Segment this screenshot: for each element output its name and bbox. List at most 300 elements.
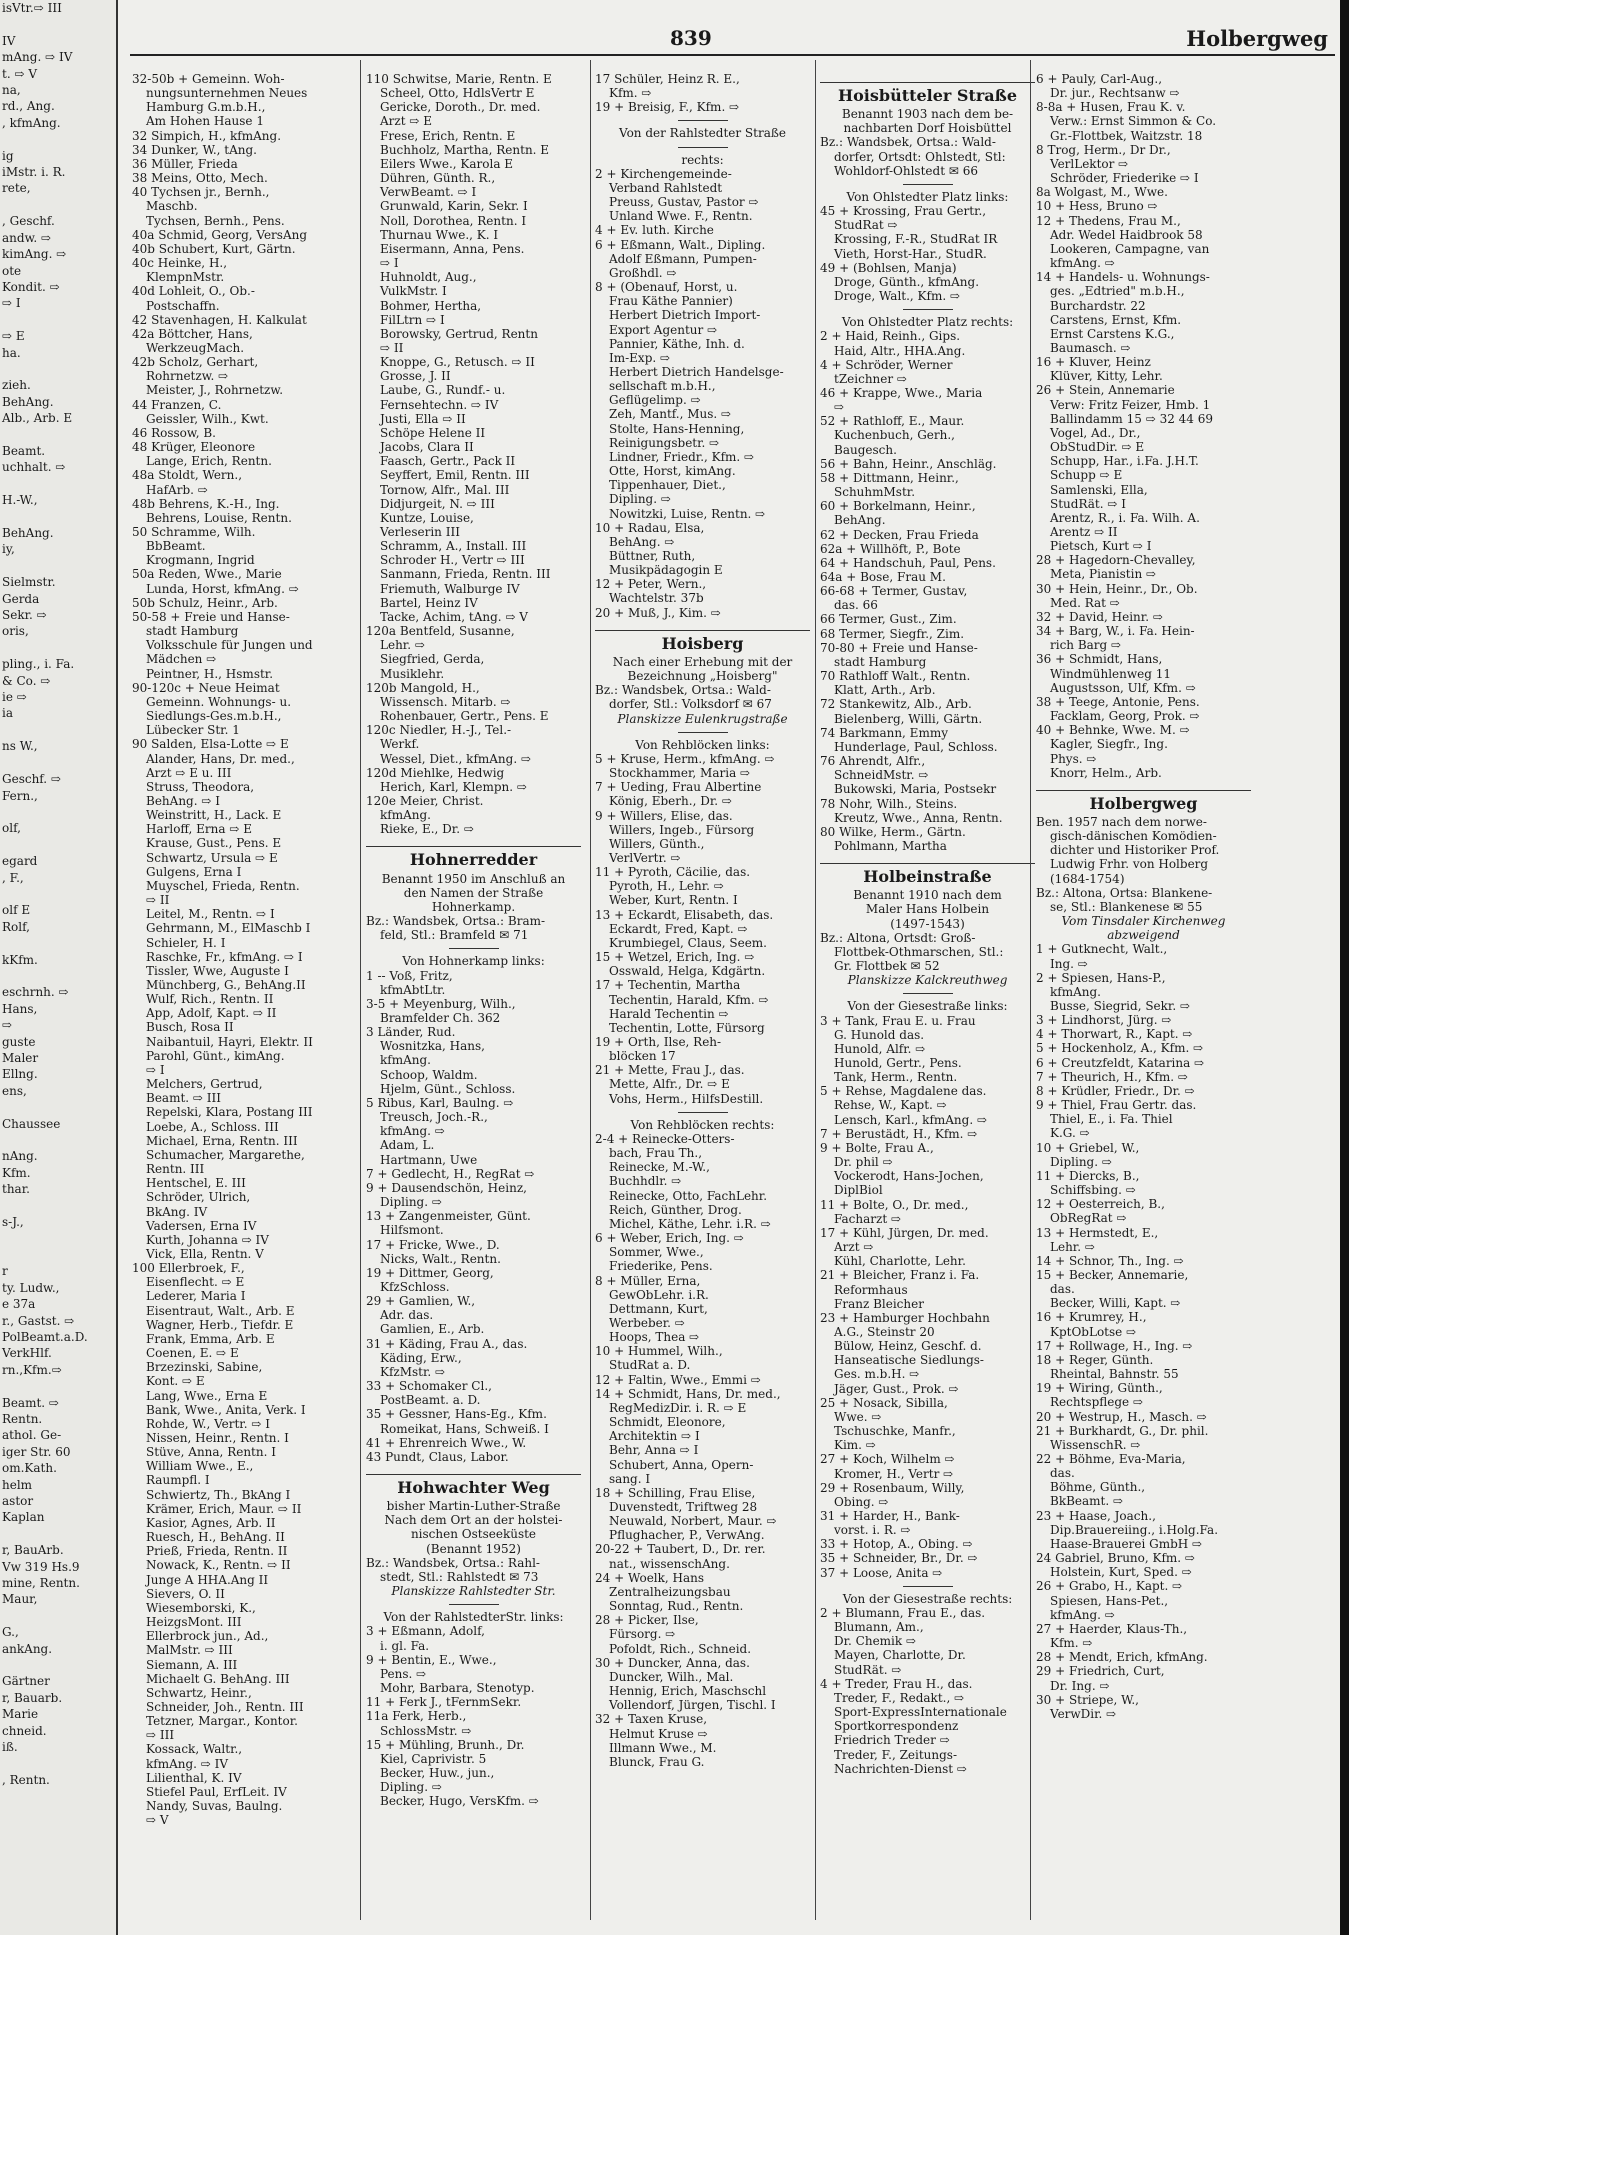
page-header [130, 26, 1340, 56]
entry-continuation: Bohmer, Hertha, [380, 298, 482, 313]
entry-continuation: Lange, Erich, Rentn. [146, 454, 272, 469]
bleed-line [0, 476, 116, 492]
entry-continuation: Pietsch, Kurt ⇨ I [1050, 539, 1152, 554]
entry-continuation: Bielenberg, Willi, Gärtn. [834, 711, 983, 726]
entry-line: 3 + Tank, Frau E. u. Frau [820, 1013, 976, 1028]
entry-continuation: Adolf Eßmann, Pumpen- [609, 251, 757, 266]
street-note: Benannt 1903 nach dem be- [841, 107, 1014, 122]
bleed-line: H.-W., [2, 493, 38, 508]
entry-continuation: Herbert Dietrich Import- [609, 308, 761, 323]
entry-continuation: Dr. Ing. ⇨ [1050, 1678, 1110, 1693]
entry-continuation: Sport-ExpressInternationale [834, 1705, 1007, 1720]
entry-line: 23 + Hamburger Hochbahn [820, 1310, 990, 1325]
entry-line: 17 + Techentin, Martha [595, 978, 741, 993]
entry-line: Ben. 1957 nach dem norwe- [1036, 814, 1207, 829]
bleed-line: Chaussee [2, 1116, 61, 1131]
street-heading: Hohwachter Weg [366, 1474, 581, 1495]
entry-continuation: Friederike, Pens. [609, 1259, 713, 1274]
bleed-line: G., [2, 1625, 19, 1640]
entry-continuation: rich Barg ⇨ [1050, 638, 1122, 653]
entry-continuation: Preuss, Gustav, Pastor ⇨ [609, 195, 759, 210]
entry-continuation: Brzezinski, Sabine, [146, 1360, 263, 1375]
entry-continuation: Ernst Carstens K.G., [1050, 326, 1175, 341]
entry-line: 40a Schmid, Georg, VersAng [132, 227, 308, 242]
entry-line: 5 Ribus, Karl, Baulng. ⇨ [366, 1095, 514, 1110]
entry-continuation: Am Hohen Hause 1 [146, 114, 264, 129]
entry-line: 18 + Schilling, Frau Elise, [595, 1485, 756, 1500]
entry-continuation: Holstein, Kurt, Sped. ⇨ [1050, 1565, 1192, 1580]
entry-continuation: Eilers Wwe., Karola E [380, 156, 514, 171]
entry-continuation: Grosse, J. II [380, 369, 451, 384]
entry-continuation: das. [1050, 1282, 1075, 1297]
entry-continuation: Unland Wwe. F., Rentn. [609, 209, 753, 224]
left-page-bleed [0, 0, 118, 1935]
entry-continuation: Frank, Emma, Arb. E [146, 1331, 275, 1346]
entry-continuation: Treusch, Joch.-R., [380, 1110, 488, 1125]
entry-line: 76 Ahrendt, Alfr., [820, 754, 926, 769]
entry-continuation: ⇨ II [380, 340, 404, 355]
entry-line: 25 + Nosack, Sibilla, [820, 1395, 948, 1410]
entry-continuation: Muyschel, Frieda, Rentn. [146, 878, 300, 893]
bleed-line: olf, [2, 821, 21, 836]
entry-continuation: SchlossMstr. ⇨ [380, 1723, 472, 1738]
bleed-line: BehAng. [2, 394, 54, 409]
entry-continuation: ⇨ [834, 400, 845, 415]
entry-continuation: Facharzt ⇨ [834, 1211, 902, 1226]
entry-line: Bz.: Wandsbek, Ortsa.: Bram- [366, 914, 546, 929]
entry-line: Bz.: Wandsbek, Ortsa.: Wald- [595, 683, 771, 698]
header-rule [130, 54, 1335, 56]
bleed-line: rd., Ang. [2, 99, 55, 114]
entry-continuation: Lunda, Horst, kfmAng. ⇨ [146, 581, 299, 596]
entry-continuation: Droge, Walt., Kfm. ⇨ [834, 289, 961, 304]
entry-line: 22 + Böhme, Eva-Maria, [1036, 1452, 1186, 1466]
entry-continuation: Krumbiegel, Claus, Seem. [609, 935, 767, 950]
entry-continuation: Bartel, Heinz IV [380, 595, 478, 610]
entry-line: 33 + Hotop, A., Obing. ⇨ [820, 1537, 973, 1552]
bleed-line: athol. Ge- [2, 1428, 62, 1443]
entry-continuation: Buchhdlr. ⇨ [609, 1174, 682, 1189]
bleed-line [0, 361, 116, 377]
entry-continuation: Becker, Willi, Kapt. ⇨ [1050, 1296, 1181, 1311]
entry-continuation: Gehrmann, M., ElMaschb I [146, 921, 311, 936]
entry-continuation: Werkf. [380, 737, 420, 752]
street-note: Von der Rahlstedter Straße [619, 126, 786, 141]
entry-continuation: Verband Rahlstedt [609, 180, 723, 195]
entry-continuation: Blumann, Am., [834, 1620, 924, 1635]
entry-line: Bz.: Altona, Ortsa: Blankene- [1036, 885, 1213, 900]
entry-continuation: Siemann, A. III [146, 1657, 238, 1672]
entry-line: 56 + Bahn, Heinr., Anschläg. [820, 456, 997, 471]
bleed-line: iger Str. 60 [2, 1444, 71, 1459]
entry-continuation: Gericke, Doroth., Dr. med. [380, 100, 541, 115]
entry-continuation: Herbert Dietrich Handelsge- [609, 364, 784, 379]
entry-continuation: WerkzeugMach. [146, 340, 245, 355]
bleed-line [0, 427, 116, 443]
entry-continuation: Sportkorrespondenz [834, 1719, 959, 1734]
entry-continuation: Vick, Ella, Rentn. V [146, 1246, 264, 1261]
entry-continuation: Sommer, Wwe., [609, 1245, 704, 1260]
column-divider [1030, 60, 1031, 1920]
entry-continuation: Herich, Karl, Klempn. ⇨ [380, 779, 527, 794]
entry-continuation: PostBeamt. a. D. [380, 1393, 481, 1408]
bleed-line: Hans, [2, 1001, 38, 1016]
entry-line: 48a Stoldt, Wern., [132, 468, 243, 483]
entry-line: 3-5 + Meyenburg, Wilh., [366, 996, 516, 1011]
entry-continuation: Romeikat, Hans, Schweiß. I [380, 1421, 549, 1436]
entry-continuation: Ludwig Frhr. von Holberg [1050, 857, 1209, 872]
street-heading: Hoisberg [595, 630, 810, 651]
entry-continuation: Schramm, A., Install. III [380, 539, 527, 554]
bleed-line: egard [2, 854, 38, 869]
entry-continuation: KfzSchloss. [380, 1279, 450, 1294]
entry-continuation: kfmAng. ⇨ IV [146, 1756, 229, 1771]
entry-line: 7 + Berustädt, H., Kfm. ⇨ [820, 1126, 978, 1141]
entry-continuation: Vockerodt, Hans-Jochen, [834, 1169, 984, 1184]
entry-line: 4 + Schröder, Werner [820, 357, 953, 372]
section-separator [678, 120, 728, 121]
entry-continuation: Kont. ⇨ E [146, 1374, 205, 1389]
entry-continuation: Scheel, Otto, HdlsVertr E [380, 86, 535, 101]
entry-continuation: Kühl, Charlotte, Lehr. [834, 1254, 966, 1269]
entry-line: 17 Schüler, Heinz R. E., [595, 72, 740, 86]
bleed-line: zieh. [2, 378, 31, 393]
bleed-line: r, BauArb. [2, 1543, 64, 1558]
bleed-line: Sielmstr. [2, 575, 56, 590]
entry-continuation: Alander, Hans, Dr. med., [146, 751, 295, 766]
entry-continuation: VulkMstr. I [380, 284, 447, 299]
bleed-line: chneid. [2, 1723, 47, 1738]
bleed-line: ankAng. [2, 1641, 53, 1656]
entry-continuation: Schiffsbing. ⇨ [1050, 1183, 1136, 1198]
entry-continuation: Eisentraut, Walt., Arb. E [146, 1303, 295, 1318]
entry-continuation: StudRat ⇨ [834, 218, 898, 233]
entry-line: 36 Müller, Frieda [132, 156, 238, 171]
entry-line: 20 + Westrup, H., Masch. ⇨ [1036, 1409, 1207, 1424]
entry-continuation: Volksschule für Jungen und [146, 638, 313, 653]
entry-line: 20 + Muß, J., Kim. ⇨ [595, 605, 721, 620]
bleed-line [0, 886, 116, 902]
entry-continuation: Reich, Günther, Drog. [609, 1202, 742, 1217]
entry-line: 14 + Handels- u. Wohnungs- [1036, 270, 1210, 285]
entry-line: 19 + Orth, Ilse, Reh- [595, 1035, 722, 1049]
entry-line: 6 + Weber, Erich, Ing. ⇨ [595, 1231, 744, 1246]
entry-continuation: Naibantuil, Hayri, Elektr. II [146, 1034, 313, 1049]
entry-line: 5 + Rehse, Magdalene das. [820, 1084, 987, 1099]
entry-continuation: Augustsson, Ulf, Kfm. ⇨ [1050, 680, 1196, 695]
entry-line: 40c Heinke, H., [132, 256, 228, 271]
entry-continuation: Struss, Theodora, [146, 779, 255, 794]
entry-continuation: Kfm. ⇨ [1050, 1636, 1093, 1651]
street-note: den Namen der Straße [403, 885, 544, 900]
entry-continuation: nungsunternehmen Neues [146, 86, 308, 101]
bleed-line: Ellng. [2, 1067, 38, 1082]
bleed-line: , F., [2, 870, 24, 885]
entry-continuation: Beamt. ⇨ III [146, 1091, 221, 1106]
entry-continuation: Ges. m.b.H. ⇨ [834, 1367, 920, 1382]
entry-line: 6 + Eßmann, Walt., Dipling. [595, 237, 766, 252]
entry-line: 90 Salden, Elsa-Lotte ⇨ E [132, 737, 289, 752]
entry-continuation: Böhme, Günth., [1050, 1480, 1146, 1495]
entry-continuation: Behrens, Louise, Rentn. [146, 510, 292, 525]
entry-continuation: Verw.: Ernst Simmon & Co. [1050, 114, 1217, 129]
entry-continuation: Didjurgeit, N. ⇨ III [380, 496, 495, 511]
bleed-line [0, 935, 116, 951]
entry-continuation: Harloff, Erna ⇨ E [146, 822, 252, 837]
entry-continuation: kfmAng. ⇨ [380, 1124, 445, 1139]
entry-line: 32-50b + Gemeinn. Woh- [132, 72, 285, 86]
entry-continuation: Wiesemborski, K., [146, 1600, 256, 1615]
entry-continuation: Sanmann, Frieda, Rentn. III [380, 567, 551, 582]
bleed-line: r [2, 1264, 8, 1279]
entry-continuation: Repelski, Klara, Postang III [146, 1105, 313, 1120]
entry-continuation: ObStudDir. ⇨ E [1050, 440, 1145, 455]
bleed-line: ie ⇨ [2, 690, 27, 705]
entry-continuation: tZeichner ⇨ [834, 371, 907, 386]
column-divider [360, 60, 361, 1920]
entry-line: 15 + Becker, Annemarie, [1036, 1267, 1189, 1282]
entry-line: 17 + Fricke, Wwe., D. [366, 1237, 500, 1252]
entry-continuation: kfmAng. [380, 808, 431, 823]
entry-continuation: Sievers, O. II [146, 1586, 225, 1601]
entry-continuation: Jäger, Gust., Prok. ⇨ [834, 1381, 959, 1396]
section-separator [678, 732, 728, 733]
entry-line: 62 + Decken, Frau Frieda [820, 527, 979, 542]
entry-continuation: Haid, Altr., HHA.Ang. [834, 343, 966, 358]
entry-continuation: Buchholz, Martha, Rentn. E [380, 142, 550, 157]
entry-line: 120c Niedler, H.-J., Tel.- [366, 723, 512, 738]
entry-continuation: Dipling. ⇨ [609, 492, 671, 507]
column-divider [815, 60, 816, 1920]
entry-continuation: Spiesen, Hans-Pet., [1050, 1593, 1169, 1608]
entry-continuation: ⇨ II [146, 893, 170, 908]
entry-continuation: Frau Käthe Pannier) [609, 294, 733, 309]
entry-continuation: Rieke, E., Dr. ⇨ [380, 822, 474, 837]
entry-line: 8 Trog, Herm., Dr Dr., [1036, 142, 1171, 157]
entry-continuation: GewObLehr. i.R. [609, 1287, 709, 1302]
entry-continuation: Hunold, Gertr., Pens. [834, 1056, 962, 1070]
entry-continuation: Nandy, Suvas, Baulng. [146, 1799, 283, 1814]
entry-continuation: Adr. das. [380, 1308, 434, 1323]
bleed-line [0, 1378, 116, 1394]
entry-continuation: das. [1050, 1466, 1075, 1481]
entry-continuation: Großhdl. ⇨ [609, 265, 677, 280]
entry-line: 17 + Rollwage, H., Ing. ⇨ [1036, 1338, 1193, 1353]
entry-line: 30 + Striepe, W., [1036, 1692, 1139, 1707]
entry-line: 37 + Loose, Anita ⇨ [820, 1565, 943, 1580]
entry-line: 20-22 + Taubert, D., Dr. rer. [595, 1542, 766, 1557]
directory-column-2 [366, 72, 581, 1922]
entry-continuation: Kuntze, Louise, [380, 510, 474, 525]
bleed-line: kimAng. ⇨ [2, 247, 67, 262]
bleed-line: andw. ⇨ [2, 230, 52, 245]
entry-continuation: Reinecke, M.-W., [609, 1160, 710, 1175]
bleed-line: ens, [2, 1083, 27, 1098]
entry-continuation: se, Stl.: Blankenese ✉ 55 [1050, 899, 1203, 914]
entry-line: 2 + Haid, Reinh., Gips. [820, 329, 961, 344]
entry-continuation: Kiel, Caprivistr. 5 [380, 1751, 487, 1766]
entry-continuation: Burchardstr. 22 [1050, 298, 1146, 313]
entry-line: 26 + Grabo, H., Kapt. ⇨ [1036, 1579, 1183, 1594]
directory-column-3 [595, 72, 810, 1922]
entry-line: 5 + Kruse, Herm., kfmAng. ⇨ [595, 751, 775, 766]
entry-line: 16 + Kluver, Heinz [1036, 355, 1151, 370]
entry-continuation: Hennig, Erich, Maschschl [609, 1684, 767, 1699]
street-note: Benannt 1910 nach dem [853, 888, 1002, 903]
entry-continuation: vorst. i. R. ⇨ [834, 1523, 911, 1538]
entry-line: 1 + Gutknecht, Walt., [1036, 942, 1168, 957]
entry-continuation: ⇨ I [380, 256, 399, 271]
street-note: (Benannt 1952) [426, 1541, 521, 1556]
entry-line: 8 + Müller, Erna, [595, 1273, 701, 1288]
bleed-line: Rolf, [2, 919, 30, 934]
entry-line: 48 Krüger, Eleonore [132, 440, 256, 455]
entry-continuation: Hamburg G.m.b.H., [146, 100, 266, 115]
entry-continuation: Lübecker Str. 1 [146, 723, 240, 738]
entry-continuation: Facklam, Georg, Prok. ⇨ [1050, 709, 1200, 724]
entry-continuation: sellschaft m.b.H., [609, 379, 716, 394]
entry-continuation: BbBeamt. [146, 539, 206, 554]
bleed-line: Kfm. [2, 1165, 31, 1180]
entry-continuation: Dühren, Günth. R., [380, 171, 496, 186]
entry-continuation: Lehr. ⇨ [380, 638, 425, 653]
entry-continuation: Arentz, R., i. Fa. Wilh. A. [1050, 510, 1200, 525]
entry-continuation: Prieß, Frieda, Rentn. II [146, 1544, 288, 1559]
entry-line: 28 + Picker, Ilse, [595, 1613, 699, 1628]
page-number: 839 [670, 26, 712, 50]
entry-line: 68 Termer, Siegfr., Zim. [820, 626, 965, 641]
entry-continuation: Kreutz, Wwe., Anna, Rentn. [834, 810, 1003, 825]
directory-column-5 [1036, 72, 1251, 1922]
entry-continuation: Stiefel Paul, ErfLeit. IV [146, 1784, 287, 1799]
entry-continuation: Wohldorf-Ohlstedt ✉ 66 [834, 163, 978, 178]
entry-continuation: Frese, Erich, Rentn. E [380, 128, 516, 143]
entry-continuation: Peintner, H., Hsmstr. [146, 666, 274, 681]
section-separator [903, 184, 953, 185]
entry-continuation: Droge, Günth., kfmAng. [834, 274, 980, 289]
entry-continuation: Schoop, Waldm. [380, 1067, 478, 1082]
entry-continuation: Schubert, Anna, Opern- [609, 1457, 754, 1472]
bleed-line: VerkHlf. [2, 1346, 52, 1361]
entry-continuation: Hoops, Thea ⇨ [609, 1330, 700, 1345]
entry-continuation: Rohde, W., Vertr. ⇨ I [146, 1416, 270, 1431]
entry-continuation: ObRegRat ⇨ [1050, 1211, 1127, 1226]
entry-continuation: Sonntag, Rud., Rentn. [609, 1599, 744, 1614]
entry-continuation: Mohr, Barbara, Stenotyp. [380, 1681, 535, 1696]
bleed-line: ⇨ I [2, 296, 21, 311]
entry-continuation: HeizgsMont. III [146, 1615, 242, 1630]
entry-continuation: sang. I [609, 1471, 651, 1486]
entry-line: 66 Termer, Gust., Zim. [820, 612, 957, 627]
entry-continuation: Tornow, Alfr., Mal. III [380, 482, 510, 497]
entry-line: 31 + Käding, Frau A., das. [366, 1336, 528, 1351]
entry-continuation: Kurth, Johanna ⇨ IV [146, 1232, 269, 1247]
entry-continuation: Wessel, Diet., kfmAng. ⇨ [380, 751, 532, 766]
bleed-line: e 37a [2, 1297, 36, 1312]
entry-line: 120d Miehlke, Hedwig [366, 765, 505, 780]
entry-continuation: Thurnau Wwe., K. I [380, 227, 499, 242]
entry-line: 11 + Pyroth, Cäcilie, das. [595, 865, 751, 880]
entry-continuation: Busse, Siegrid, Sekr. ⇨ [1050, 999, 1191, 1013]
street-note: Maler Hans Holbein [865, 902, 990, 917]
map-reference: abzweigend [1107, 928, 1180, 943]
entry-line: 8 + (Obenauf, Horst, u. [595, 280, 738, 295]
entry-continuation: Mädchen ⇨ [146, 652, 217, 667]
entry-continuation: Duncker, Wilh., Mal. [609, 1669, 734, 1684]
bleed-line [0, 131, 116, 147]
entry-continuation: Stüve, Anna, Rentn. I [146, 1445, 276, 1460]
entry-continuation: VerlVertr. ⇨ [609, 850, 681, 865]
entry-continuation: Wissensch. Mitarb. ⇨ [380, 694, 511, 709]
entry-continuation: Bülow, Heinz, Geschf. d. [834, 1339, 982, 1354]
entry-line: 46 Rossow, B. [132, 425, 216, 440]
bleed-line: ns W., [2, 739, 38, 754]
bleed-line: ha. [2, 345, 21, 360]
entry-continuation: Bukowski, Maria, Postsekr [834, 782, 997, 797]
entry-continuation: Treder, F., Redakt., ⇨ [834, 1690, 965, 1705]
entry-continuation: ⇨ V [146, 1813, 169, 1828]
entry-line: 42 Stavenhagen, H. Kalkulat [132, 312, 307, 327]
bleed-line: pling., i. Fa. [2, 657, 75, 672]
street-note: Von der Giesestraße links: [847, 999, 1008, 1014]
entry-continuation: Pofoldt, Rich., Schneid. [609, 1641, 752, 1656]
entry-continuation: Kasior, Agnes, Arb. II [146, 1515, 276, 1530]
entry-continuation: Rehse, W., Kapt. ⇨ [834, 1098, 947, 1113]
entry-continuation: Reformhaus [834, 1282, 908, 1297]
directory-column-1 [132, 72, 347, 1922]
entry-line: 27 + Koch, Wilhelm ⇨ [820, 1452, 955, 1467]
entry-continuation: Hilfsmont. [380, 1223, 444, 1238]
bleed-line: t. ⇨ V [2, 66, 37, 81]
entry-line: 13 + Zangenmeister, Günt. [366, 1209, 531, 1224]
entry-continuation: Schroder H., Vertr ⇨ III [380, 553, 525, 568]
entry-continuation: Flottbek-Othmarschen, Stl.: [834, 944, 1004, 959]
entry-continuation: Wulf, Rich., Rentn. II [146, 992, 274, 1007]
entry-line: 34 + Barg, W., i. Fa. Hein- [1036, 624, 1195, 639]
bleed-line: Fern., [2, 788, 38, 803]
entry-continuation: Busch, Rosa II [146, 1020, 234, 1035]
entry-continuation: Rohenbauer, Gertr., Pens. E [380, 709, 549, 724]
entry-continuation: Tank, Herm., Rentn. [834, 1070, 958, 1085]
entry-continuation: Architektin ⇨ I [609, 1429, 700, 1444]
bleed-line: nAng. [2, 1149, 38, 1164]
section-separator [903, 993, 953, 994]
entry-line: 2 + Blumann, Frau E., das. [820, 1605, 986, 1620]
entry-continuation: Laube, G., Rundf.- u. [380, 383, 506, 398]
entry-line: 19 + Wiring, Günth., [1036, 1381, 1163, 1396]
entry-continuation: Arzt ⇨ E [380, 114, 432, 129]
entry-continuation: Windmühlenweg 11 [1050, 666, 1172, 681]
entry-line: 40 + Behnke, Wwe. M. ⇨ [1036, 723, 1190, 738]
section-separator [678, 147, 728, 148]
entry-continuation: Dip.Brauereiing., i.Holg.Fa. [1050, 1522, 1219, 1537]
entry-line: 35 + Schneider, Br., Dr. ⇨ [820, 1551, 978, 1566]
entry-line: 19 + Dittmer, Georg, [366, 1265, 494, 1280]
entry-line: 13 + Hermstedt, E., [1036, 1225, 1159, 1240]
entry-continuation: Dr. phil ⇨ [834, 1155, 893, 1170]
entry-line: 29 + Rosenbaum, Willy, [820, 1480, 965, 1495]
entry-continuation: Schumacher, Margarethe, [146, 1147, 305, 1162]
bleed-line: Kaplan [2, 1510, 45, 1525]
entry-continuation: Nowitzki, Luise, Rentn. ⇨ [609, 506, 766, 521]
entry-continuation: SchneidMstr. ⇨ [834, 768, 929, 783]
entry-continuation: Wachtelstr. 37b [609, 591, 704, 606]
entry-continuation: Raumpfl. I [146, 1473, 210, 1488]
bleed-line: IV [2, 33, 16, 48]
entry-continuation: Schwartz, Ursula ⇨ E [146, 850, 278, 865]
bleed-line [0, 1526, 116, 1542]
entry-continuation: Weber, Kurt, Rentn. I [609, 893, 738, 908]
